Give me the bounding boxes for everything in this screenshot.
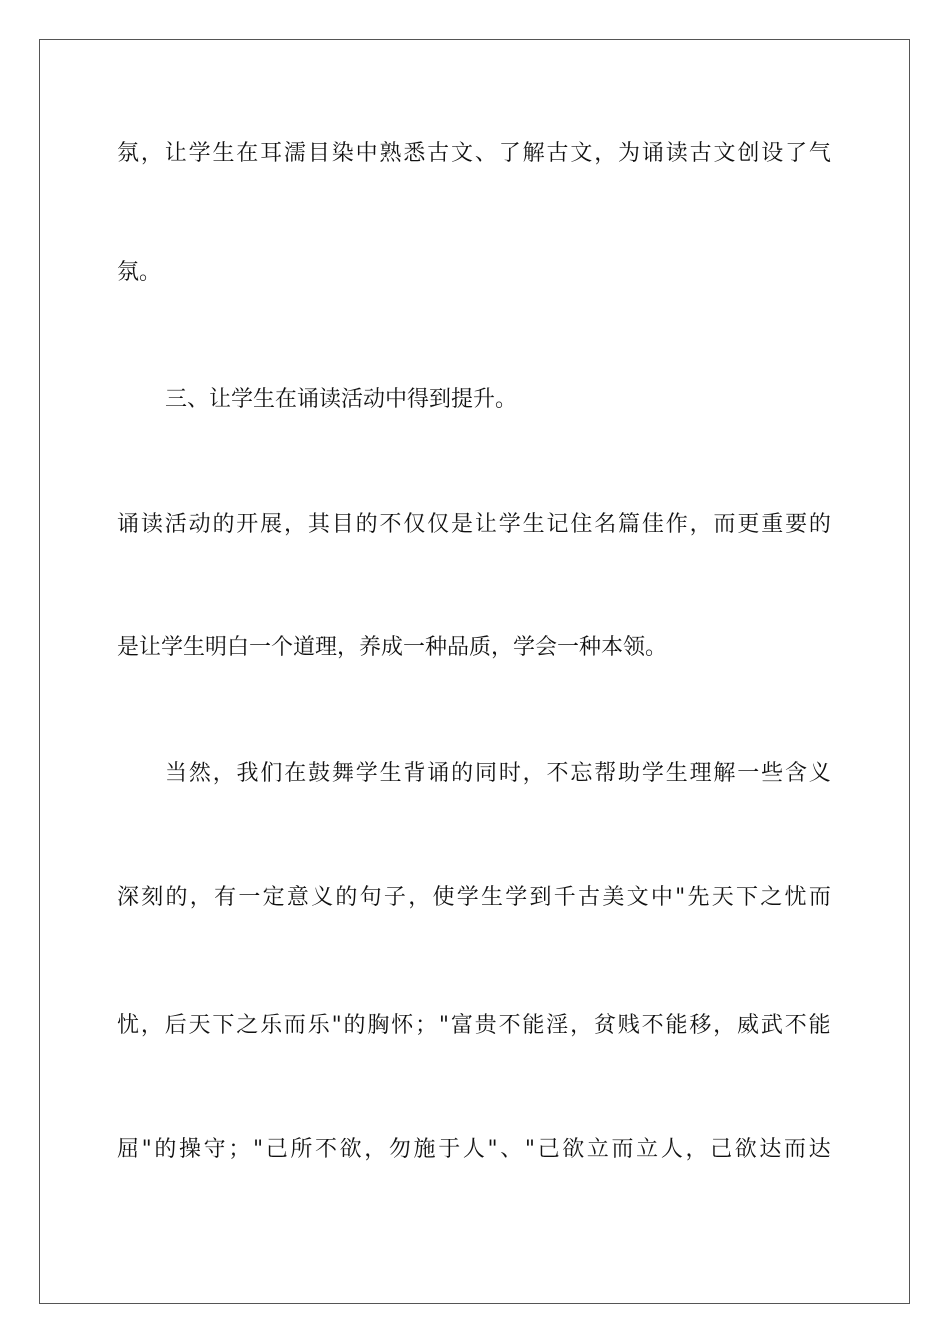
text-line-5: 是让学生明白一个道理，养成一种品质，学会一种本领。 — [117, 635, 668, 660]
text-line-8: 忧 ， 后 天 下 之 乐 而 乐 " 的 胸 怀 ； " 富 贵 不 能 淫 ， 贫 贱 不 能 移 ， 威 武 不 能 — [117, 1013, 831, 1038]
section-heading: 三、让学生在诵读活动中得到提升。 — [165, 387, 518, 412]
text-line-1: 氛 ， 让 学 生 在 耳 濡 目 染 中 熟 悉 古 文 、 了 解 古 文 ， 为 诵 读 古 文 创 设 了 气 — [117, 141, 831, 166]
text-line-7: 深 刻 的 ， 有 一 定 意 义 的 句 子 ， 使 学 生 学 到 千 古 美 文 中 " 先 天 下 之 忧 而 — [117, 885, 831, 910]
text-line-6: 当 然 ， 我 们 在 鼓 舞 学 生 背 诵 的 同 时 ， 不 忘 帮 助 学 生 理 解 一 些 含 义 — [165, 761, 831, 786]
text-line-9: 屈 " 的 操 守 ； " 己 所 不 欲 ， 勿 施 于 人 " 、 " 己 欲 立 而 立 人 ， 己 欲 达 而 达 — [117, 1137, 831, 1162]
text-line-4: 诵 读 活 动 的 开 展 ， 其 目 的 不 仅 仅 是 让 学 生 记 住 名 篇 佳 作 ， 而 更 重 要 的 — [117, 512, 831, 537]
page-frame — [39, 39, 910, 1304]
text-line-2: 氛。 — [117, 260, 162, 285]
